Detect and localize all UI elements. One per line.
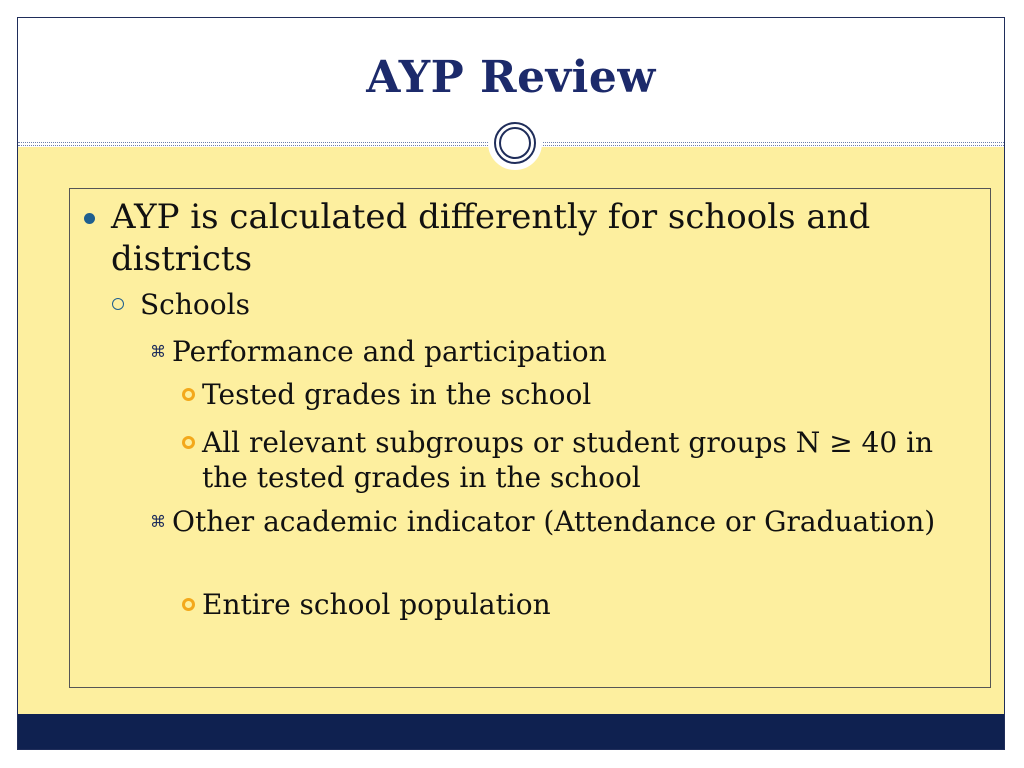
circle-ornament-icon [488, 116, 542, 170]
slide [17, 17, 1005, 750]
bullet-text: Schools [140, 288, 250, 321]
ring-bullet-icon [182, 436, 195, 449]
fleuron-bullet-icon: ⌘ [150, 512, 166, 531]
filled-circle-bullet-icon [84, 213, 95, 224]
bullet-schools [112, 287, 912, 323]
bullet-text: Performance and participation [172, 335, 607, 368]
bullet-text: Tested grades in the school [202, 378, 592, 411]
bullet-text-box [69, 188, 991, 688]
ring-bullet-icon [182, 388, 195, 401]
ring-bullet-icon [182, 598, 195, 611]
bullet-text: All relevant subgroups or student groups N ≥ 40 in the tested grades in the school [202, 426, 934, 494]
bullet-text: AYP is calculated differently for schools and districts [111, 197, 871, 279]
bullet-performance-participation [150, 334, 970, 370]
fleuron-bullet-icon: ⌘ [150, 342, 166, 361]
slide-title: AYP Review [366, 52, 656, 103]
bullet-other-academic-indicator [150, 504, 970, 540]
footer-bar [18, 714, 1004, 749]
bullet-text: Entire school population [202, 588, 551, 621]
bullet-text: Other academic indicator (Attendance or Graduation) [172, 505, 936, 538]
ornament-inner-ring [499, 127, 531, 159]
bullet-relevant-subgroups [182, 425, 982, 495]
bullet-tested-grades [182, 377, 982, 412]
bullet-entire-population [182, 587, 982, 622]
bullet-ayp-calculated [84, 196, 964, 280]
hollow-circle-bullet-icon [112, 298, 124, 310]
